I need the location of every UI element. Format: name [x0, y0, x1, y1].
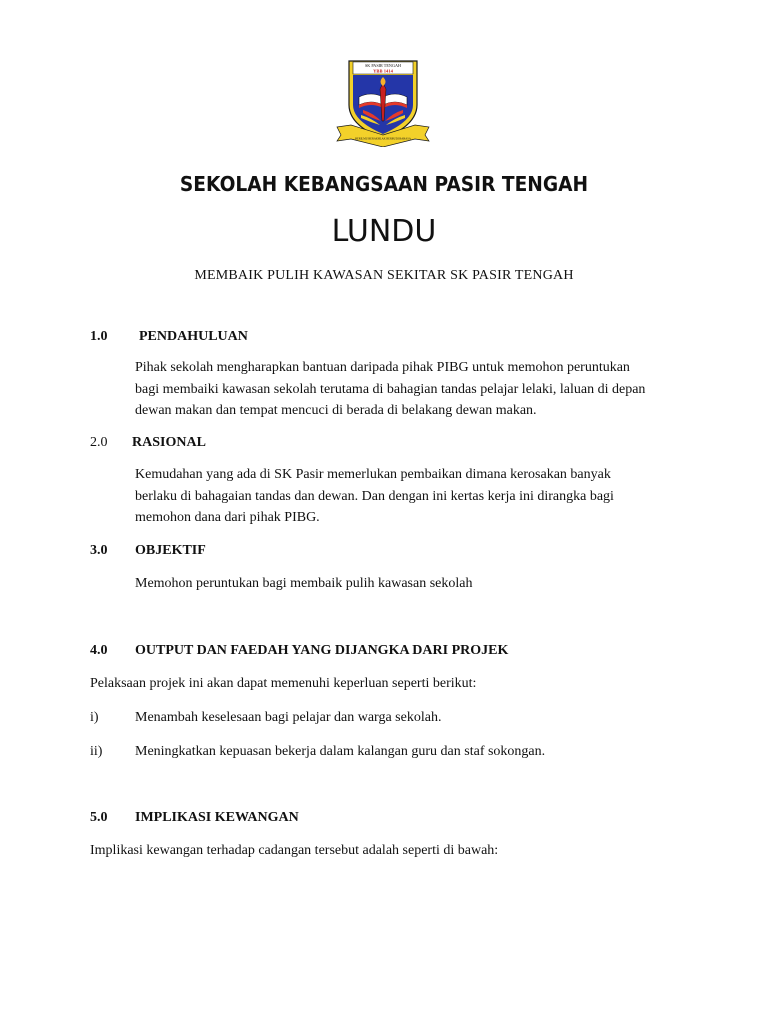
- body-line: Kemudahan yang ada di SK Pasir memerlukan pembaikan dimana kerosakan banyak: [135, 467, 611, 482]
- document-subtitle: MEMBAIK PULIH KAWASAN SEKITAR SK PASIR TENGAH: [194, 268, 574, 283]
- section-heading-rasional: RASIONAL: [132, 435, 206, 450]
- section-number-3: 3.0: [90, 543, 108, 558]
- svg-text:YBB 1414: YBB 1414: [373, 68, 393, 74]
- section-body-pendahuluan: [135, 357, 645, 422]
- town-title: LUNDU: [331, 214, 437, 249]
- list-item: Meningkatkan kepuasan bekerja dalam kalangan guru dan staf sokongan.: [135, 744, 546, 759]
- body-line: berlaku di bahagaian tandas dan dewan. Dan dengan ini kertas kerja ini dirangka bagi: [135, 488, 614, 504]
- section-heading-output: OUTPUT DAN FAEDAH YANG DIJANGKA DARI PROJEK: [135, 643, 509, 658]
- list-marker: ii): [90, 744, 103, 759]
- svg-text:BERILMU BERAKHLAK BERBUDI BAHA: BERILMU BERAKHLAK BERBUDI BAHASA: [355, 137, 411, 141]
- body-line: Pihak sekolah mengharapkan bantuan daripada pihak PIBG untuk memohon peruntukan: [135, 360, 630, 375]
- section-number-5: 5.0: [90, 810, 108, 825]
- section-intro-implikasi: Implikasi kewangan terhadap cadangan tersebut adalah seperti di bawah:: [90, 843, 499, 858]
- body-line: dewan makan dan tempat mencuci di berada di belakang dewan makan.: [135, 403, 537, 418]
- section-intro-output: Pelaksaan projek ini akan dapat memenuhi keperluan seperti berikut:: [90, 676, 477, 691]
- section-heading-implikasi: IMPLIKASI KEWANGAN: [135, 810, 299, 825]
- section-body-rasional: [135, 464, 614, 529]
- svg-text:SK PASIR TENGAH: SK PASIR TENGAH: [364, 63, 402, 68]
- section-number-2: 2.0: [90, 435, 108, 450]
- body-line: memohon dana dari pihak PIBG.: [135, 510, 320, 525]
- list-item: Menambah keselesaan bagi pelajar dan warga sekolah.: [135, 710, 442, 725]
- school-crest-logo: [333, 55, 433, 147]
- body-line: bagi membaiki kawasan sekolah terutama di bahagian tandas pelajar lelaki, laluan di depan: [135, 381, 646, 397]
- section-body-objektif: Memohon peruntukan bagi membaik pulih kawasan sekolah: [135, 576, 473, 591]
- section-heading-objektif: OBJEKTIF: [135, 543, 206, 558]
- section-heading-pendahuluan: PENDAHULUAN: [139, 329, 248, 344]
- section-number-4: 4.0: [90, 643, 108, 658]
- school-name-title: SEKOLAH KEBANGSAAN PASIR TENGAH: [179, 172, 589, 196]
- list-marker: i): [90, 710, 99, 725]
- section-number-1: 1.0: [90, 329, 108, 344]
